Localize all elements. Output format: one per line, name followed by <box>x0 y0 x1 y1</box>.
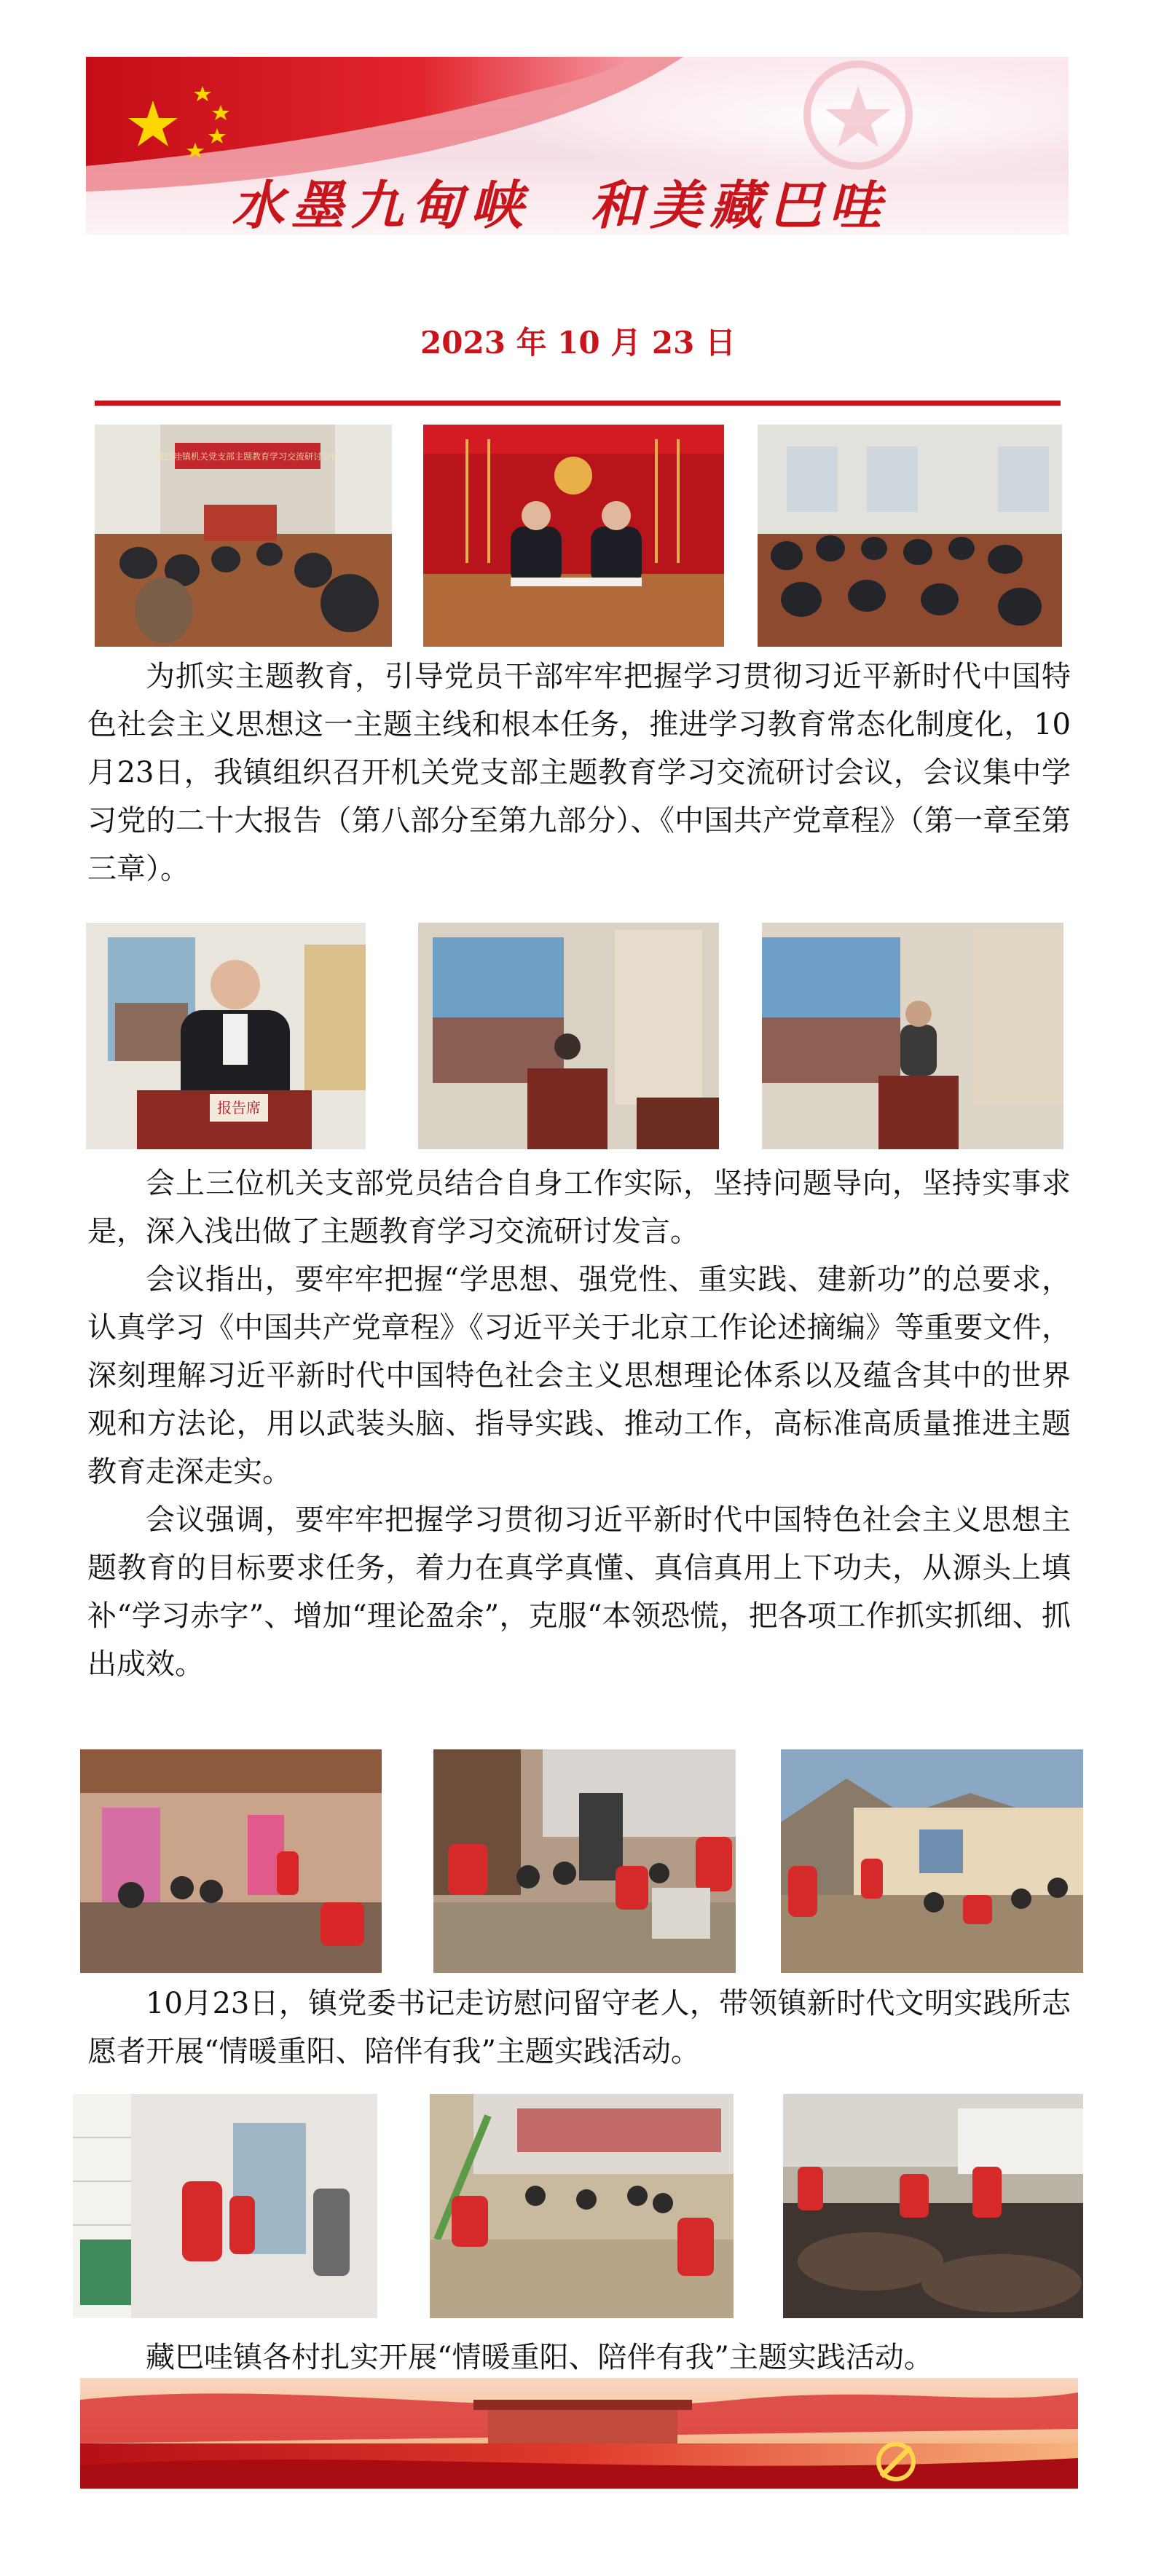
paragraph-speeches: 会上三位机关支部党员结合自身工作实际，坚持问题导向，坚持实事求是，深入浅出做了主题教育学习交流研讨发言。 <box>87 1167 1071 1248</box>
village-photo-1 <box>73 2094 377 2318</box>
footer-banner <box>80 2378 1078 2489</box>
paragraph-meeting-emphasis: 会议强调，要牢牢把握学习贯彻习近平新时代中国特色社会主义思想主题教育的目标要求任务，着力在真学真懂、真信真用上下功夫，从源头上填补“学习赤字”、增加“理论盈余”，克服“本领恐慌，把各项工作抓实抓细、抓出成效。 <box>87 1503 1071 1681</box>
paragraph-visit: 10月23日，镇党委书记走访慰问留守老人，带领镇新时代文明实践所志愿者开展“情暖重阳、陪伴有我”主题实践活动。 <box>87 1987 1071 2068</box>
date-heading: 2023 年 10 月 23 日 <box>420 325 736 361</box>
meeting-photo-1 <box>95 425 392 647</box>
visit-photo-2 <box>433 1749 736 1973</box>
podium-label: 报告席 <box>217 1099 261 1116</box>
meeting-photo-2 <box>423 425 724 647</box>
visit-photo-3 <box>781 1749 1083 1973</box>
speaker-photo-2 <box>418 923 719 1149</box>
speaker-photo-3 <box>762 923 1063 1149</box>
visit-photo-1 <box>80 1749 382 1973</box>
speaker-photo-1 <box>86 923 366 1149</box>
meeting-sign: 藏巴哇镇机关党支部主题教育学习交流研讨会议 <box>155 452 340 462</box>
village-photo-2 <box>430 2094 734 2318</box>
paragraph-meeting-points: 会议指出，要牢牢把握“学思想、强党性、重实践、建新功”的总要求，认真学习《中国共产党章程》《习近平关于北京工作论述摘编》等重要文件，深刻理解习近平新时代中国特色社会主义思想理论体系以及蕴含其中的世界观和方法论，用以武装头脑、指导实践、推动工作，高标准高质量推进主题教育走深走实。 <box>87 1263 1071 1489</box>
divider <box>95 401 1061 406</box>
header-banner <box>86 57 1069 235</box>
village-photo-3 <box>783 2094 1083 2318</box>
paragraph-meeting-intro: 为抓实主题教育，引导党员干部牢牢把握学习贯彻习近平新时代中国特色社会主义思想这一主题主线和根本任务，推进学习教育常态化制度化，10月23日，我镇组织召开机关党支部主题教育学习交流研讨会议，会议集中学习党的二十大报告（第八部分至第九部分）、《中国共产党章程》（第一章至第三章）。 <box>87 660 1071 886</box>
meeting-photo-3 <box>758 425 1062 647</box>
banner-title: 水墨九甸峡 和美藏巴哇 <box>232 174 889 235</box>
paragraph-village-activities: 藏巴哇镇各村扎实开展“情暖重阳、陪伴有我”主题实践活动。 <box>146 2341 933 2374</box>
